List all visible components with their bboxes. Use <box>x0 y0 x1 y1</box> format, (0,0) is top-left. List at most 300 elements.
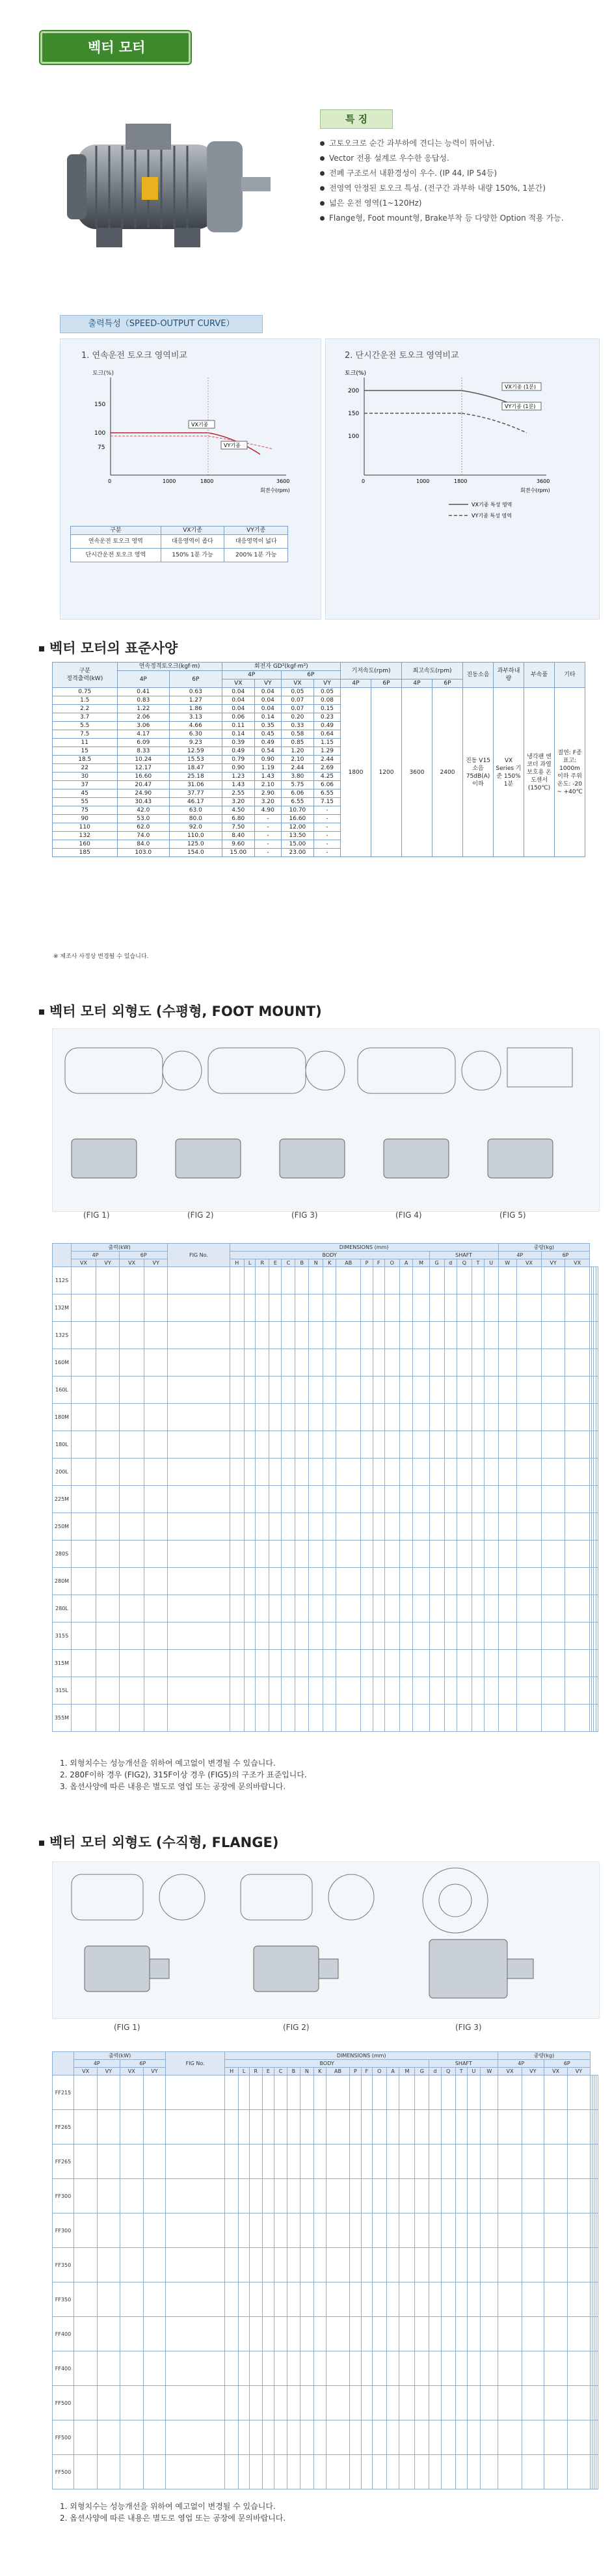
spec-cell: 55 <box>53 798 118 806</box>
foot-cell <box>120 1349 144 1377</box>
foot-header-4p: 4P <box>498 1252 541 1259</box>
foot-cell <box>373 1677 384 1705</box>
foot-cell <box>541 1595 565 1623</box>
flange-col-header: P <box>350 2068 362 2076</box>
flange-cell <box>386 2386 399 2420</box>
foot-cell <box>282 1459 295 1486</box>
spec-cell: 1.15 <box>314 739 341 747</box>
compare-header: 구분 <box>71 527 161 535</box>
flange-cell <box>522 2351 544 2386</box>
foot-cell <box>413 1623 429 1650</box>
foot-row <box>53 1267 598 1295</box>
foot-cell <box>244 1404 255 1431</box>
flange-cell <box>455 2110 467 2144</box>
spec-cell: 2.44 <box>314 756 341 764</box>
foot-body <box>53 1267 598 1732</box>
flange-cell <box>300 2317 313 2351</box>
foot-cell <box>541 1623 565 1650</box>
flange-cell <box>596 2110 598 2144</box>
spec-max-6p: 2400 <box>432 688 463 857</box>
flange-header-6p: 6P <box>120 2060 166 2068</box>
compare-cell: 단시간운전 토오크 영역 <box>71 549 161 562</box>
foot-cell <box>384 1568 399 1595</box>
flange-cell <box>399 2110 415 2144</box>
spec-cell: 0.04 <box>222 696 254 705</box>
flange-cell <box>326 2282 349 2317</box>
flange-col-header: VY <box>98 2068 120 2076</box>
flange-cell <box>143 2179 165 2213</box>
foot-cell <box>361 1541 373 1568</box>
flange-cell <box>441 2110 455 2144</box>
flange-dim-table <box>52 2051 598 2489</box>
spec-cell: 92.0 <box>170 823 222 832</box>
flange-col-header: VX <box>498 2068 522 2076</box>
foot-cell <box>516 1650 541 1677</box>
flange-cell <box>568 2351 590 2386</box>
flange-cell <box>274 2213 287 2248</box>
foot-cell <box>429 1295 444 1322</box>
flange-frame: FF265 <box>53 2110 74 2144</box>
flange-cell <box>429 2213 441 2248</box>
spec-cell: 12.59 <box>170 747 222 756</box>
foot-cell <box>72 1650 96 1677</box>
spec-cell: 2.55 <box>222 789 254 798</box>
flange-cell <box>225 2179 239 2213</box>
flange-cell <box>98 2076 120 2110</box>
foot-cell <box>472 1650 485 1677</box>
foot-cell <box>295 1404 309 1431</box>
compare-cell: 대응영역이 좁다 <box>161 535 224 549</box>
spec-cell: 15.53 <box>170 756 222 764</box>
foot-cell <box>484 1486 498 1513</box>
foot-row <box>53 1595 598 1623</box>
flange-cell <box>300 2386 313 2420</box>
foot-cell <box>309 1541 323 1568</box>
flange-row <box>53 2179 598 2213</box>
flange-cell <box>313 2213 326 2248</box>
foot-cell <box>256 1404 269 1431</box>
spec-header-overload: 과부하내량 <box>494 663 524 688</box>
foot-col-header: d <box>444 1259 457 1267</box>
foot-cell <box>96 1513 120 1541</box>
compare-table <box>70 526 288 562</box>
flange-col-header: d <box>429 2068 441 2076</box>
foot-cell <box>323 1404 336 1431</box>
flange-cell <box>98 2282 120 2317</box>
flange-cell <box>313 2351 326 2386</box>
spec-cell: 37.77 <box>170 789 222 798</box>
foot-cell <box>484 1431 498 1459</box>
spec-cell: 2.90 <box>254 789 281 798</box>
flange-cell <box>98 2179 120 2213</box>
flange-cell <box>441 2386 455 2420</box>
flange-row <box>53 2386 598 2420</box>
spec-cell: 15 <box>53 747 118 756</box>
spec-cell: 15.00 <box>281 840 313 849</box>
foot-cell <box>541 1295 565 1322</box>
flange-cell <box>143 2317 165 2351</box>
foot-cell <box>282 1705 295 1732</box>
foot-cell <box>323 1322 336 1349</box>
foot-cell <box>596 1705 598 1732</box>
flange-cell <box>313 2386 326 2420</box>
flange-cell <box>287 2317 300 2351</box>
flange-cell <box>225 2282 239 2317</box>
flange-cell <box>287 2179 300 2213</box>
foot-cell <box>373 1377 384 1404</box>
foot-cell <box>361 1349 373 1377</box>
foot-cell <box>361 1677 373 1705</box>
foot-cell <box>244 1377 255 1404</box>
spec-overload: VX Series 기준 150% 1분 <box>494 688 524 857</box>
foot-cell <box>230 1486 244 1513</box>
flange-header-fig: FIG No. <box>166 2052 225 2076</box>
foot-cell <box>269 1705 282 1732</box>
foot-col-header: O <box>384 1259 399 1267</box>
foot-cell <box>256 1650 269 1677</box>
foot-cell <box>429 1377 444 1404</box>
foot-cell <box>269 1377 282 1404</box>
spec-cell: 1.86 <box>170 705 222 713</box>
foot-cell <box>168 1541 230 1568</box>
foot-cell <box>309 1377 323 1404</box>
flange-cell <box>350 2386 362 2420</box>
flange-cell <box>372 2386 386 2420</box>
foot-col-header: VY <box>541 1259 565 1267</box>
spec-accessory: 냉각팬 엔코더 과열 보호용 온도센서 (150℃) <box>524 688 555 857</box>
foot-cell <box>323 1349 336 1377</box>
flange-cell <box>350 2351 362 2386</box>
foot-heading: 벡터 모터 외형도 (수평형, FOOT MOUNT) <box>49 1004 322 1019</box>
flange-cell <box>262 2213 274 2248</box>
foot-cell <box>457 1705 472 1732</box>
spec-header-gd: 회전자 GD²(kgf·m²) <box>222 663 340 671</box>
foot-cell <box>361 1486 373 1513</box>
foot-cell <box>565 1459 590 1486</box>
flange-frame: FF215 <box>53 2076 74 2110</box>
flange-cell <box>399 2386 415 2420</box>
foot-cell <box>429 1513 444 1541</box>
flange-cell <box>498 2110 522 2144</box>
foot-cell <box>120 1541 144 1568</box>
flange-cell <box>120 2420 143 2455</box>
flange-cell <box>399 2455 415 2489</box>
spec-cell: 0.23 <box>314 713 341 722</box>
foot-cell <box>144 1486 168 1513</box>
flange-row <box>53 2076 598 2110</box>
foot-cell <box>498 1295 516 1322</box>
flange-cell <box>143 2110 165 2144</box>
foot-cell <box>596 1650 598 1677</box>
flange-cell <box>166 2213 225 2248</box>
spec-cell: 16.60 <box>281 815 313 823</box>
spec-cell: 0.49 <box>254 739 281 747</box>
spec-cell: 0.54 <box>254 747 281 756</box>
foot-cell <box>120 1568 144 1595</box>
foot-cell <box>230 1459 244 1486</box>
foot-cell <box>282 1568 295 1595</box>
foot-header-6p: 6P <box>541 1252 589 1259</box>
foot-cell <box>244 1541 255 1568</box>
flange-cell <box>300 2282 313 2317</box>
foot-cell <box>230 1677 244 1705</box>
foot-cell <box>72 1377 96 1404</box>
foot-cell <box>361 1267 373 1295</box>
spec-cell: 3.20 <box>222 798 254 806</box>
foot-cell <box>256 1349 269 1377</box>
flange-cell <box>399 2144 415 2179</box>
foot-fig-label: (FIG 4) <box>395 1211 422 1220</box>
flange-cell <box>522 2213 544 2248</box>
flange-cell <box>361 2076 372 2110</box>
foot-cell <box>399 1595 413 1623</box>
spec-cell: 37 <box>53 781 118 789</box>
frame-header <box>53 2052 74 2076</box>
spec-cell: 2.44 <box>281 764 313 773</box>
spec-cell: 3.80 <box>281 773 313 781</box>
foot-cell <box>96 1322 120 1349</box>
flange-header-4p: 4P <box>498 2060 544 2068</box>
spec-cell: - <box>314 806 341 815</box>
flange-cell <box>143 2282 165 2317</box>
foot-cell <box>295 1459 309 1486</box>
flange-cell <box>350 2144 362 2179</box>
spec-cell: 0.83 <box>117 696 170 705</box>
foot-cell <box>484 1568 498 1595</box>
spec-cell: 0.90 <box>222 764 254 773</box>
flange-cell <box>287 2213 300 2248</box>
foot-cell <box>269 1623 282 1650</box>
foot-col-header: VY <box>96 1259 120 1267</box>
spec-cell: 75 <box>53 806 118 815</box>
foot-notes <box>60 1757 307 1792</box>
flange-cell <box>166 2179 225 2213</box>
flange-col-header: VY <box>143 2068 165 2076</box>
spec-cell: 8.40 <box>222 832 254 840</box>
spec-cell: 2.2 <box>53 705 118 713</box>
foot-cell <box>498 1267 516 1295</box>
foot-cell <box>361 1459 373 1486</box>
foot-cell <box>96 1650 120 1677</box>
foot-cell <box>429 1486 444 1513</box>
flange-frame: FF500 <box>53 2386 74 2420</box>
spec-etc: 절연: F종 표고: 1000m 이하 주위온도: -20 ~ +40℃ <box>555 688 585 857</box>
flange-cell <box>429 2110 441 2144</box>
foot-cell <box>472 1513 485 1541</box>
flange-cell <box>399 2282 415 2317</box>
flange-cell <box>522 2455 544 2489</box>
foot-cell <box>413 1677 429 1705</box>
foot-cell <box>168 1459 230 1486</box>
flange-cell <box>350 2179 362 2213</box>
foot-row <box>53 1568 598 1595</box>
foot-cell <box>472 1295 485 1322</box>
foot-cell <box>472 1377 485 1404</box>
foot-cell <box>323 1486 336 1513</box>
spec-cell: 6.06 <box>314 781 341 789</box>
flange-cell <box>429 2076 441 2110</box>
foot-cell <box>120 1513 144 1541</box>
chart1-ytick: 150 <box>94 402 106 408</box>
foot-cell <box>472 1541 485 1568</box>
foot-cell <box>541 1459 565 1486</box>
foot-cell <box>413 1267 429 1295</box>
spec-cell: 0.14 <box>254 713 281 722</box>
foot-cell <box>596 1486 598 1513</box>
foot-cell <box>244 1513 255 1541</box>
foot-cell <box>168 1677 230 1705</box>
flange-cell <box>287 2455 300 2489</box>
flange-cell <box>386 2420 399 2455</box>
foot-cell <box>144 1677 168 1705</box>
foot-cell <box>472 1705 485 1732</box>
flange-cell <box>498 2455 522 2489</box>
foot-col-header: T <box>472 1259 485 1267</box>
foot-cell <box>323 1623 336 1650</box>
foot-row <box>53 1404 598 1431</box>
spec-cell: 8.33 <box>117 747 170 756</box>
flange-cell <box>372 2076 386 2110</box>
foot-cell <box>565 1377 590 1404</box>
foot-cell <box>444 1677 457 1705</box>
foot-cell <box>256 1486 269 1513</box>
chart2-title: 2. 단시간운전 토오크 영역비교 <box>345 351 459 361</box>
flange-cell <box>498 2317 522 2351</box>
spec-cell: 0.05 <box>314 688 341 696</box>
foot-cell <box>498 1431 516 1459</box>
spec-cell: 0.05 <box>281 688 313 696</box>
flange-cell <box>313 2317 326 2351</box>
spec-cell: - <box>314 832 341 840</box>
foot-cell <box>256 1295 269 1322</box>
flange-cell <box>399 2317 415 2351</box>
flange-cell <box>350 2213 362 2248</box>
spec-cell: 125.0 <box>170 840 222 849</box>
flange-cell <box>596 2420 598 2455</box>
spec-cell: - <box>314 823 341 832</box>
flange-cell <box>544 2248 568 2282</box>
foot-cell <box>168 1650 230 1677</box>
spec-header-kind: 구분 정격출력(kW) <box>53 663 118 688</box>
foot-cell <box>295 1377 309 1404</box>
spec-cell: 1.27 <box>170 696 222 705</box>
foot-cell <box>384 1595 399 1623</box>
chart2-xtick: 1000 <box>416 478 430 484</box>
foot-cell <box>336 1404 361 1431</box>
spec-cell: 9.23 <box>170 739 222 747</box>
flange-cell <box>287 2076 300 2110</box>
foot-frame: 180M <box>53 1404 72 1431</box>
chart2-ytick: 150 <box>348 411 360 417</box>
foot-cell <box>498 1459 516 1486</box>
flange-cell <box>498 2351 522 2386</box>
flange-cell <box>481 2179 498 2213</box>
spec-cell: 0.15 <box>314 705 341 713</box>
foot-cell <box>168 1431 230 1459</box>
flange-cell <box>300 2213 313 2248</box>
flange-col-header: N <box>300 2068 313 2076</box>
foot-cell <box>498 1322 516 1349</box>
flange-cell <box>249 2179 262 2213</box>
flange-cell <box>481 2455 498 2489</box>
foot-cell <box>269 1404 282 1431</box>
flange-heading: 벡터 모터 외형도 (수직형, FLANGE) <box>49 1835 279 1850</box>
foot-cell <box>72 1404 96 1431</box>
motor-image <box>57 105 282 267</box>
flange-cell <box>399 2076 415 2110</box>
foot-cell <box>413 1295 429 1322</box>
flange-col-header: E <box>262 2068 274 2076</box>
foot-col-header: VX <box>72 1259 96 1267</box>
foot-cell <box>457 1404 472 1431</box>
flange-cell <box>481 2420 498 2455</box>
spec-cell: 160 <box>53 840 118 849</box>
flange-col-header: F <box>361 2068 372 2076</box>
foot-cell <box>96 1377 120 1404</box>
foot-col-header: C <box>282 1259 295 1267</box>
flange-cell <box>262 2110 274 2144</box>
flange-cell <box>166 2144 225 2179</box>
spec-header-vy: VY <box>254 679 281 688</box>
flange-cell <box>415 2213 429 2248</box>
foot-cell <box>144 1377 168 1404</box>
spec-cell: 0.04 <box>222 705 254 713</box>
frame-header <box>53 1244 72 1267</box>
chart2-ylabel: 토크(%) <box>345 370 366 377</box>
foot-cell <box>516 1404 541 1431</box>
foot-dim-table <box>52 1243 598 1732</box>
foot-cell <box>444 1295 457 1322</box>
foot-cell <box>120 1705 144 1732</box>
foot-cell <box>72 1349 96 1377</box>
foot-frame: 112S <box>53 1267 72 1295</box>
foot-cell <box>230 1623 244 1650</box>
foot-cell <box>269 1349 282 1377</box>
foot-cell <box>484 1623 498 1650</box>
spec-header-etc: 기타 <box>555 663 585 688</box>
foot-cell <box>516 1322 541 1349</box>
feature-item: 전폐 구조로서 내환경성이 우수. (IP 44, IP 54등) <box>319 168 598 179</box>
foot-cell <box>541 1486 565 1513</box>
foot-cell <box>565 1595 590 1623</box>
flange-frame: FF400 <box>53 2351 74 2386</box>
foot-cell <box>373 1650 384 1677</box>
flange-cell <box>300 2179 313 2213</box>
flange-row <box>53 2351 598 2386</box>
foot-cell <box>498 1377 516 1404</box>
flange-col-header: O <box>372 2068 386 2076</box>
foot-cell <box>256 1541 269 1568</box>
flange-cell <box>120 2248 143 2282</box>
chart2-ytick: 200 <box>348 388 360 394</box>
spec-cell: 90 <box>53 815 118 823</box>
foot-cell <box>336 1650 361 1677</box>
flange-cell <box>98 2455 120 2489</box>
foot-cell <box>444 1513 457 1541</box>
flange-cell <box>386 2282 399 2317</box>
foot-cell <box>565 1322 590 1349</box>
flange-cell <box>326 2213 349 2248</box>
foot-cell <box>413 1322 429 1349</box>
foot-cell <box>472 1431 485 1459</box>
foot-cell <box>282 1267 295 1295</box>
flange-cell <box>522 2110 544 2144</box>
spec-header-4p: 4P <box>117 671 170 688</box>
spec-cell: 7.50 <box>222 823 254 832</box>
spec-cell: - <box>314 849 341 857</box>
foot-header-4p: 4P <box>72 1252 120 1259</box>
flange-frame: FF500 <box>53 2455 74 2489</box>
